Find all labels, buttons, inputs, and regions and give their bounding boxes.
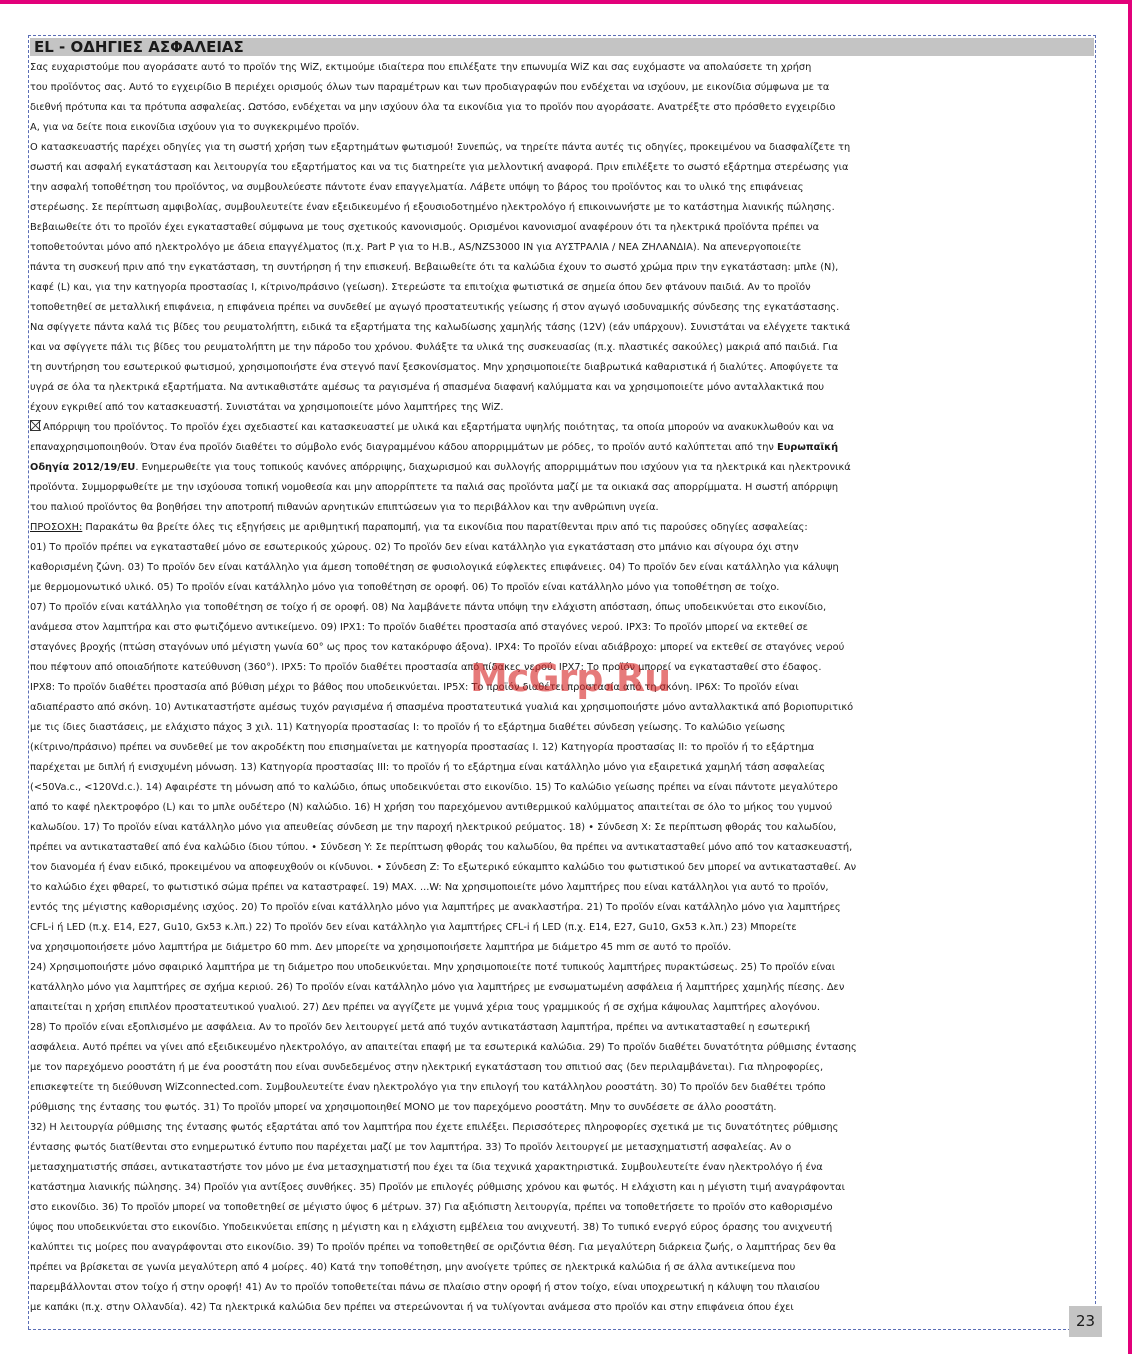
text-line: Σας ευχαριστούμε που αγοράσατε αυτό το προϊόν της WiZ, εκτιμούμε ιδιαίτερα που επιλέξατε την επωνυμία WiZ και σας ευχόμαστε να απολαύσετε τη χρήση <box>30 62 812 73</box>
text-line: ανάμεσα στον λαμπτήρα και στο φωτιζόμενο αντικείμενο. 09) IPX1: Το προϊόν διαθέτει προστασία από σταγόνες νερού. IPX3: Το προϊόν μπορεί να εκτεθεί σε <box>30 622 808 633</box>
text-line: καλύπτει τις μοίρες που αναγράφονται στο εικονίδιο. 39) Το προϊόν πρέπει να τοποθετηθεί σε οριζόντια θέση. Για μεγαλύτερη διάρκεια ζωής, ο λαμπτήρας δεν θα <box>30 1242 836 1253</box>
text-line: και να σφίγγετε πάλι τις βίδες του ρευματολήπτη με την πάροδο του χρόνου. Φυλάξτε τα υλικά της συσκευασίας (π.χ. πλαστικές σακούλες) μακριά από παιδιά. Για <box>30 342 838 353</box>
disposal-line <box>30 458 1096 478</box>
text-line: IPX8: Το προϊόν διαθέτει προστασία από βύθιση μέχρι το βάθος που υποδεικνύεται. IP5X: Το προϊόν διαθέτει προστασία από τη σκόνη. IP6X: Το προϊόν είναι <box>30 682 799 693</box>
text-line: Να σφίγγετε πάντα καλά τις βίδες του ρευματολήπτη, ειδικά τα εξαρτήματα της καλωδίωσης χαμηλής τάσης (12V) (εάν υπάρχουν). Συνιστάται να ελέγχετε τακτικά <box>30 322 851 333</box>
text-line: (κίτρινο/πράσινο) πρέπει να συνδεθεί με τον ακροδέκτη που επισημαίνεται με κατηγορία προστασίας Ι. 12) Κατηγορία προστασίας ΙΙ: το προϊόν ή το εξάρτημα <box>30 742 815 753</box>
text-line: τοποθετηθεί σε μεταλλική επιφάνεια, η επιφάνεια πρέπει να συνδεθεί με αγωγό προστατευτικής γείωσης ή στον αγωγό ισοδυναμικής σύνδεσης της εγκατάστασης. <box>30 302 840 313</box>
dashed-border-bottom <box>28 1329 1096 1330</box>
text-line: 07) Το προϊόν είναι κατάλληλο για τοποθέτηση σε τοίχο ή σε οροφή. 08) Να λαμβάνετε πάντα υπόψη την ελάχιστη απόσταση, όπως υποδεικνύεται στο εικονίδιο, <box>30 602 827 613</box>
text-span: επαναχρησιμοποιηθούν. Όταν ένα προϊόν διαθέτει το σύμβολο ενός διαγραμμένου κάδου απορριμμάτων με ρόδες, το προϊόν αυτό καλύπτεται από την <box>30 442 774 453</box>
text-line: πρέπει να αντικατασταθεί από ένα καλώδιο ίδιου τύπου. • Σύνδεση Y: Σε περίπτωση φθοράς του καλωδίου, θα πρέπει να αντικατασταθεί μόνο από τον κατασκευαστή, <box>30 842 853 853</box>
text-line: CFL-i ή LED (π.χ. E14, E27, Gu10, Gx53 κ.λπ.) 22) Το προϊόν δεν είναι κατάλληλο για λαμπτήρες CFL-i ή LED (π.χ. E14, E27, Gu10, Gx53 κ.λπ.) 23) Μπορείτε <box>30 922 797 933</box>
text-line: επισκεφτείτε τη διεύθυνση WiZconnected.com. Συμβουλευτείτε έναν ηλεκτρολόγο για την επιλογή του κατάλληλου ροοστάτη. 30) Το προϊόν δεν διαθέτει τρόπο <box>30 1082 826 1093</box>
text-line: τοποθετούνται μόνο από ηλεκτρολόγο με άδεια επαγγέλματος (π.χ. Part P για το Η.Β., AS/NZS3000 IN για ΑΥΣΤΡΑΛΙΑ / ΝΕΑ ΖΗΛΑΝΔΙΑ). Να απενεργοποιείτε <box>30 242 802 253</box>
text-line: τη συντήρηση του εσωτερικού φωτισμού, χρησιμοποιήστε ένα στεγνό πανί ξεσκονίσματος. Μην χρησιμοποιείτε διαβρωτικά καθαριστικά ή διαλύτες. Αποφύγετε τα <box>30 362 839 373</box>
text-line: (<50Va.c., <120Vd.c.). 14) Αφαιρέστε τη μόνωση από το καλώδιο, όπως υποδεικνύεται στο εικονίδιο. 15) Το καλώδιο γείωσης πρέπει να είναι πάντοτε μεγαλύτερο <box>30 782 838 793</box>
text-line: πρέπει να βρίσκεται σε γωνία μεγαλύτερη από 4 μοίρες. 40) Κατά την τοποθέτηση, μην ανοίγετε τρύπες σε ηλεκτρικά καλώδια ή σε άλλα αντικείμενα που <box>30 1262 796 1273</box>
crossed-bin-icon <box>30 420 40 431</box>
disposal-line <box>30 418 1096 438</box>
watermark: McGrp.Ru <box>470 656 671 700</box>
disposal-text: Απόρριψη του προϊόντος. Το προϊόν έχει σχεδιαστεί και κατασκευαστεί με υλικά και εξαρτήματα υψηλής ποιότητας, τα οποία μπορούν να ανακυκλωθούν και να <box>43 422 834 433</box>
page-right-border <box>1128 0 1132 1354</box>
text-line: καφέ (L) και, για την κατηγορία προστασίας Ι, κίτρινο/πράσινο (γείωση). Στερεώστε τα επιτοίχια φωτιστικά σε σημεία όπου δεν φτάνουν παιδιά. Αν το προϊόν <box>30 282 811 293</box>
text-line: ύψος που υποδεικνύεται στο εικονίδιο. Υποδεικνύεται επίσης η μέγιστη και η ελάχιστη εμβέλεια του ανιχνευτή. 38) Το τυπικό ενεργό εύρος όρασης του ανιχνευτή <box>30 1222 833 1233</box>
text-line: απαιτείται η χρήση επιπλέον προστατευτικού γυαλιού. 27) Δεν πρέπει να αγγίζετε με γυμνά χέρια τους γραμμικούς ή σε σχήμα κάψουλας λαμπτήρες αλογόνου. <box>30 1002 820 1013</box>
directive-bold-b: Οδηγία 2012/19/EU <box>30 462 136 473</box>
text-line: διεθνή πρότυπα και τα πρότυπα ασφαλείας. Ωστόσο, ενδέχεται να μην ισχύουν όλα τα εικονίδια για το προϊόν που αγοράσατε. Ανατρέξτε στο πρόσθετο εγχειρίδιο <box>30 102 836 113</box>
text-line: κατάλληλο μόνο για λαμπτήρες σε σχήμα κεριού. 26) Το προϊόν είναι κατάλληλο μόνο για λαμπτήρες με ενσωματωμένη ασφάλεια ή λαμπτήρες χαμηλής πίεσης. Δεν <box>30 982 845 993</box>
text-line: υγρά σε όλα τα ηλεκτρικά εξαρτήματα. Να αντικαθιστάτε αμέσως τα ραγισμένα ή σπασμένα διαφανή καλύμματα και να χρησιμοποιείτε μόνο ανταλλακτικά που <box>30 382 825 393</box>
text-line: την ασφαλή τοποθέτηση του προϊόντος, να συμβουλεύεστε πάντοτε έναν επαγγελματία. Λάβετε υπόψη το βάρος του προϊόντος και το υλικό της επιφάνειας <box>30 182 804 193</box>
text-line: Ο κατασκευαστής παρέχει οδηγίες για τη σωστή χρήση των εξαρτημάτων φωτισμού! Συνεπώς, να τηρείτε πάντα αυτές τις οδηγίες, προκειμένου να διασφαλίζετε τη <box>30 142 851 153</box>
dashed-border-top <box>28 35 1096 36</box>
text-line: έχουν εγκριθεί από τον κατασκευαστή. Συνιστάται να χρησιμοποιείτε μόνο λαμπτήρες της WiZ. <box>30 402 504 413</box>
text-line: παρέχεται με διπλή ή ενισχυμένη μόνωση. 13) Κατηγορία προστασίας ΙΙΙ: το προϊόν ή το εξάρτημα είναι κατάλληλο μόνο για εξαιρετικά χαμηλή τάση ασφαλείας <box>30 762 826 773</box>
text-line: 24) Χρησιμοποιήστε μόνο σφαιρικό λαμπτήρα με τη διάμετρο που υποδεικνύεται. Μην χρησιμοποιείτε ποτέ τυπικούς λαμπτήρες πυρακτώσεως. 25) Το προϊόν είναι <box>30 962 836 973</box>
text-line: 32) Η λειτουργία ρύθμισης της έντασης φωτός εξαρτάται από τον λαμπτήρα που έχετε επιλέξει. Περισσότερες πληροφορίες σχετικά με τις δυνατότητες ρύθμισης <box>30 1122 839 1133</box>
caution-text: Παρακάτω θα βρείτε όλες τις εξηγήσεις με αριθμητική παραπομπή, για τα εικονίδια που παρατίθενται πριν από τις παρούσες οδηγίες ασφαλείας: <box>82 522 808 533</box>
text-line: προϊόντα. Συμμορφωθείτε με την ισχύουσα τοπική νομοθεσία και μην απορρίπτετε τα παλιά σας προϊόντα μαζί με τα οικιακά σας απορρίμματα. Η σωστή απόρριψη <box>30 482 839 493</box>
page-top-border <box>0 0 1132 4</box>
text-line: ασφάλεια. Αυτό πρέπει να γίνει από εξειδικευμένο ηλεκτρολόγο, αν απαιτείται επαφή με τα εσωτερικά καλώδια. 29) Το προϊόν διαθέτει δυνατότητα ρύθμισης έντασης <box>30 1042 857 1053</box>
text-line: του παλιού προϊόντος θα βοηθήσει την αποτροπή πιθανών αρνητικών επιπτώσεων για το περιβάλλον και την ανθρώπινη υγεία. <box>30 502 659 513</box>
page-number: 23 <box>1069 1306 1102 1337</box>
text-line: να χρησιμοποιήσετε μόνο λαμπτήρα με διάμετρο 60 mm. Δεν μπορείτε να χρησιμοποιήσετε λαμπτήρα με διάμετρο 45 mm σε αυτό το προϊόν. <box>30 942 732 953</box>
text-line: ρύθμισης της έντασης του φωτός. 31) Το προϊόν μπορεί να χρησιμοποιηθεί ΜΟΝΟ με τον παρεχόμενο ροοστάτη. Μην το συνδέσετε σε άλλο ροοστάτη. <box>30 1102 777 1113</box>
text-line: στο εικονίδιο. 36) Το προϊόν μπορεί να τοποθετηθεί σε μέγιστο ύψος 6 μέτρων. 37) Για αξιόπιστη λειτουργία, πρέπει να τοποθετήσετε το προϊόν στο καθορισμένο <box>30 1202 833 1213</box>
text-line: καθορισμένη ζώνη. 03) Το προϊόν δεν είναι κατάλληλο για άμεση τοποθέτηση σε φυσιολογικά εύφλεκτες επιφάνειες. 04) Το προϊόν δεν είναι κατάλληλο για κάλυψη <box>30 562 839 573</box>
text-line: κατάστημα λιανικής πώλησης. 34) Προϊόν για αντίξοες συνθήκες. 35) Προϊόν με επιλογές ρύθμισης χρόνου και φωτός. Η ελάχιστη και η μέγιστη τιμή αναγράφονται <box>30 1182 845 1193</box>
text-line: 01) Το προϊόν πρέπει να εγκατασταθεί μόνο σε εσωτερικούς χώρους. 02) Το προϊόν δεν είναι κατάλληλο για εγκατάσταση στο μπάνιο και σίγουρα όχι στην <box>30 542 799 553</box>
text-line: αδιαπέραστο από σκόνη. 10) Αντικαταστήστε αμέσως τυχόν ραγισμένα ή σπασμένα προστατευτικά γυαλιά και χρησιμοποιήστε μόνο ανταλλακτικά από βοριοπυριτικό <box>30 702 854 713</box>
text-line: Α, για να δείτε ποια εικονίδια ισχύουν για το συγκεκριμένο προϊόν. <box>30 122 360 133</box>
text-line: τον διανομέα ή έναν ειδικό, προκειμένου να αποφευχθούν οι κίνδυνοι. • Σύνδεση Z: Το εξωτερικό εύκαμπτο καλώδιο του φωτιστικού δεν μπορεί να αντικατασταθεί. Αν <box>30 862 857 873</box>
text-line: που πέφτουν από οποιαδήποτε κατεύθυνση (360°). IPX5: Το προϊόν διαθέτει προστασία από πίδακες νερού. IPX7: Το προϊόν μπορεί να εγκατασταθεί στο έδαφος. <box>30 662 822 673</box>
text-line: 28) Το προϊόν είναι εξοπλισμένο με ασφάλεια. Αν το προϊόν δεν λειτουργεί μετά από τυχόν αντικατάσταση λαμπτήρα, πρέπει να αντικατασταθεί η εσωτερική <box>30 1022 811 1033</box>
text-line: με τον παρεχόμενο ροοστάτη ή με ένα ροοστάτη που είναι συνδεδεμένος στην ηλεκτρική εγκατάσταση του σπιτιού σας (δεν περιλαμβάνεται). Για πληροφορίες, <box>30 1062 824 1073</box>
text-line: με τις ίδιες διαστάσεις, με ελάχιστο πάχος 3 χιλ. 11) Κατηγορία προστασίας Ι: το προϊόν ή το εξάρτημα διαθέτει σύνδεση γείωσης. Το καλώδιο γείωσης <box>30 722 786 733</box>
text-line: Βεβαιωθείτε ότι το προϊόν έχει εγκατασταθεί σύμφωνα με τους σχετικούς κανονισμούς. Ορισμένοι κανονισμοί αναφέρουν ότι τα ηλεκτρικά προϊόντα πρέπει να <box>30 222 820 233</box>
text-span: . Ενημερωθείτε για τους τοπικούς κανόνες απόρριψης, διαχωρισμού και συλλογής απορριμμάτων που ισχύουν για τα ηλεκτρικά και ηλεκτρονικά <box>135 462 851 473</box>
disposal-line <box>30 438 1096 458</box>
text-line: πάντα τη συσκευή πριν από την εγκατάσταση, τη συντήρηση ή την επισκευή. Βεβαιωθείτε ότι τα καλώδια έχουν το σωστό χρώμα πριν την εγκατάσταση: μπλε (N), <box>30 262 839 273</box>
text-line: παρεμβάλλονται στον τοίχο ή στην οροφή! 41) Αν το προϊόν τοποθετείται πάνω σε πλαίσιο στην οροφή ή στον τοίχο, είναι υποχρεωτική η κάλυψη του πλαισίου <box>30 1282 820 1293</box>
section-title: EL - ΟΔΗΓΙΕΣ ΑΣΦΑΛΕΙΑΣ <box>30 38 1094 56</box>
text-line: το καλώδιο έχει φθαρεί, το φωτιστικό σώμα πρέπει να καταστραφεί. 19) MAX. ...W: Να χρησιμοποιείτε μόνο λαμπτήρες που είναι κατάλληλοι για αυτό το προϊόν, <box>30 882 829 893</box>
text-line: εντός της μέγιστης καθορισμένης ισχύος. 20) Το προϊόν είναι κατάλληλο μόνο για λαμπτήρες με ανακλαστήρα. 21) Το προϊόν είναι κατάλληλο μόνο για λαμπτήρες <box>30 902 841 913</box>
dashed-border-left <box>28 35 29 1329</box>
text-line: από το καφέ ηλεκτροφόρο (L) και το μπλε ουδέτερο (N) καλώδιο. 16) Η χρήση του παρεχόμενου αντιθερμικού καλύμματος απαιτείται σε όλο το μήκος του γυμνού <box>30 802 833 813</box>
text-line: με καπάκι (π.χ. στην Ολλανδία). 42) Τα ηλεκτρικά καλώδια δεν πρέπει να στερεώνονται ή να τυλίγονται ανάμεσα στο προϊόν και στην επιφάνεια όπου έχει <box>30 1302 794 1313</box>
text-line: σταγόνες βροχής (πτώση σταγόνων υπό μέγιστη γωνία 60° ως προς τον κατακόρυφο άξονα). IPX4: Το προϊόν είναι αδιάβροχο: μπορεί να εκτεθεί σε σταγόνες νερού <box>30 642 845 653</box>
caution-label: ΠΡΟΣΟΧΗ: <box>30 522 83 533</box>
text-line: καλωδίου. 17) Το προϊόν είναι κατάλληλο μόνο για απευθείας σύνδεση με την παροχή ηλεκτρικού ρεύματος. 18) • Σύνδεση X: Σε περίπτωση φθοράς του καλωδίου, <box>30 822 837 833</box>
caution-line <box>30 518 1096 538</box>
text-line: με θερμομονωτικό υλικό. 05) Το προϊόν είναι κατάλληλο μόνο για τοποθέτηση σε οροφή. 06) Το προϊόν είναι κατάλληλο μόνο για τοποθέτηση σε τοίχο. <box>30 582 780 593</box>
text-line: του προϊόντος σας. Αυτό το εγχειρίδιο Β περιέχει ορισμούς όλων των παραμέτρων και των προδιαγραφών που ενδέχεται να ισχύουν, με εικονίδια σύμφωνα με τα <box>30 82 830 93</box>
text-line: στερέωσης. Σε περίπτωση αμφιβολίας, συμβουλευτείτε έναν εξειδικευμένο ή εξουσιοδοτημένο ηλεκτρολόγο ή επικοινωνήστε με το κατάστημα λιανικής πώλησης. <box>30 202 835 213</box>
text-line: σωστή και ασφαλή εγκατάσταση και λειτουργία του εξαρτήματος και να τις διατηρείτε για μελλοντική αναφορά. Πριν επιλέξετε το σωστό εξάρτημα στερέωσης για <box>30 162 849 173</box>
text-line: μετασχηματιστής σπάσει, αντικαταστήστε τον μόνο με ένα μετασχηματιστή που έχει τα ίδια τεχνικά χαρακτηριστικά. Συμβουλευτείτε έναν ηλεκτρολόγο ή ένα <box>30 1162 823 1173</box>
text-line: έντασης φωτός διατίθενται στο ενημερωτικό έντυπο που παρέχεται μαζί με τον λαμπτήρα. 33) Το προϊόν λειτουργεί με μετασχηματιστή ασφαλείας. Αν ο <box>30 1142 792 1153</box>
directive-bold-a: Ευρωπαϊκή <box>777 442 839 453</box>
